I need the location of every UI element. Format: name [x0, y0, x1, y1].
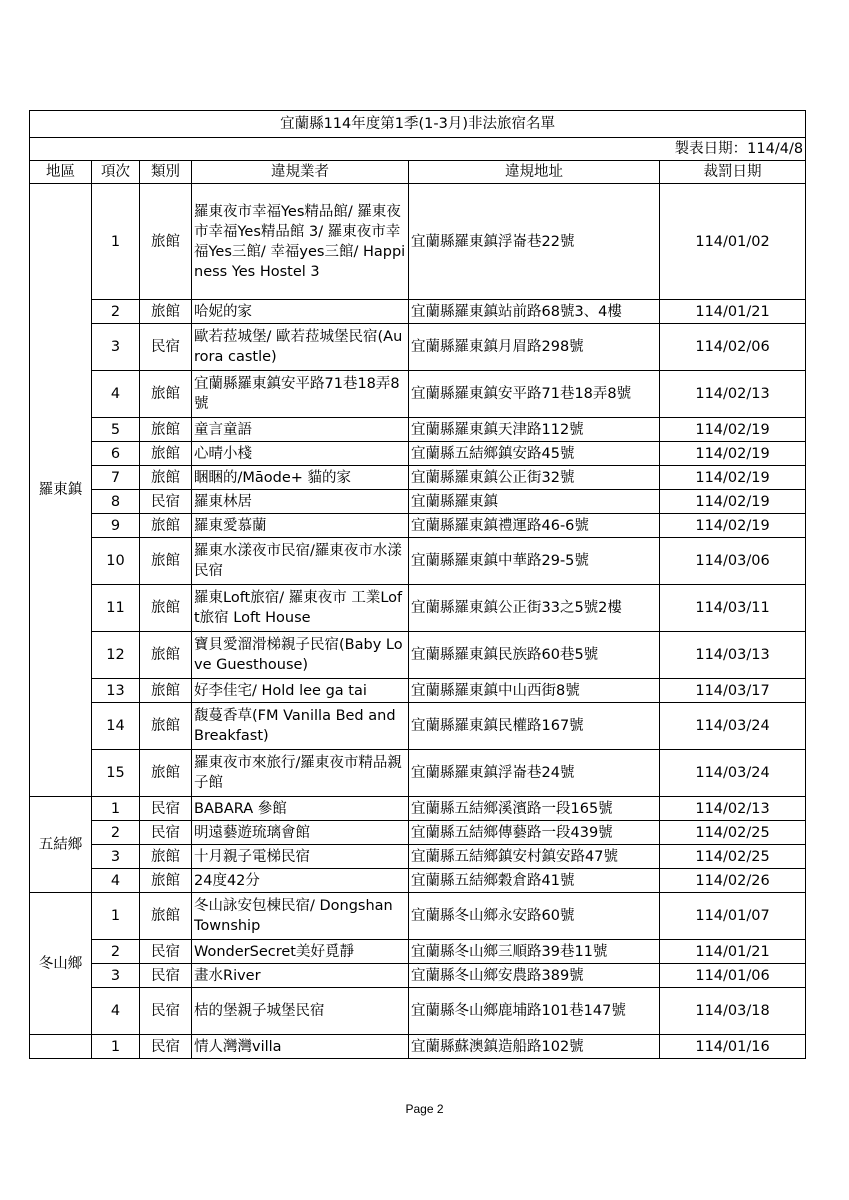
report-date-row — [30, 138, 806, 161]
region-cell: 五結鄉 — [30, 797, 92, 893]
table-row — [30, 679, 806, 703]
header-row — [30, 161, 806, 184]
table-row — [30, 585, 806, 632]
address-cell: 宜蘭縣五結鄉溪濱路一段165號 — [409, 797, 660, 821]
type-cell: 民宿 — [140, 490, 192, 514]
item-no-cell: 3 — [92, 324, 140, 371]
table-row — [30, 893, 806, 940]
table-row — [30, 300, 806, 324]
type-cell: 旅館 — [140, 184, 192, 300]
operator-cell: 十月親子電梯民宿 — [192, 845, 409, 869]
operator-cell: 宜蘭縣羅東鎮安平路71巷18弄8號 — [192, 371, 409, 418]
table-row — [30, 821, 806, 845]
page-footer: Page 2 — [405, 1102, 444, 1116]
penalty-date-cell: 114/01/02 — [660, 184, 806, 300]
type-cell: 民宿 — [140, 964, 192, 988]
item-no-cell: 1 — [92, 1035, 140, 1059]
penalty-date-cell: 114/03/18 — [660, 988, 806, 1035]
item-no-cell: 5 — [92, 418, 140, 442]
type-cell: 旅館 — [140, 845, 192, 869]
operator-cell: 童言童語 — [192, 418, 409, 442]
penalty-date-cell: 114/01/21 — [660, 940, 806, 964]
penalty-date-cell: 114/01/06 — [660, 964, 806, 988]
table-row — [30, 490, 806, 514]
penalty-date-cell: 114/02/13 — [660, 797, 806, 821]
address-cell: 宜蘭縣羅東鎮禮運路46-6號 — [409, 514, 660, 538]
address-cell: 宜蘭縣羅東鎮民族路60巷5號 — [409, 632, 660, 679]
table-row — [30, 1035, 806, 1059]
type-cell: 旅館 — [140, 371, 192, 418]
type-cell: 旅館 — [140, 632, 192, 679]
item-no-cell: 14 — [92, 703, 140, 750]
type-cell: 民宿 — [140, 797, 192, 821]
region-cell: 冬山鄉 — [30, 893, 92, 1035]
penalty-date-cell: 114/01/07 — [660, 893, 806, 940]
table-title: 宜蘭縣114年度第1季(1-3月)非法旅宿名單 — [30, 111, 806, 138]
address-cell: 宜蘭縣五結鄉鎮安村鎮安路47號 — [409, 845, 660, 869]
penalty-date-cell: 114/02/19 — [660, 466, 806, 490]
item-no-cell: 2 — [92, 821, 140, 845]
report-date: 製表日期：114/4/8 — [30, 138, 806, 161]
address-cell: 宜蘭縣羅東鎮中華路29-5號 — [409, 538, 660, 585]
operator-cell: 情人灣灣villa — [192, 1035, 409, 1059]
item-no-cell: 1 — [92, 184, 140, 300]
address-cell: 宜蘭縣羅東鎮安平路71巷18弄8號 — [409, 371, 660, 418]
type-cell: 旅館 — [140, 703, 192, 750]
operator-cell: 羅東夜市來旅行/羅東夜市精品親子館 — [192, 750, 409, 797]
item-no-cell: 15 — [92, 750, 140, 797]
table-row — [30, 371, 806, 418]
type-cell: 民宿 — [140, 1035, 192, 1059]
header-operator: 違規業者 — [192, 161, 409, 184]
penalty-date-cell: 114/02/13 — [660, 371, 806, 418]
address-cell: 宜蘭縣蘇澳鎮造船路102號 — [409, 1035, 660, 1059]
item-no-cell: 6 — [92, 442, 140, 466]
item-no-cell: 12 — [92, 632, 140, 679]
item-no-cell: 4 — [92, 869, 140, 893]
table-row — [30, 538, 806, 585]
region-cell — [30, 1035, 92, 1059]
penalty-date-cell: 114/03/06 — [660, 538, 806, 585]
operator-cell: 羅東Loft旅宿/ 羅東夜市 工業Loft旅宿 Loft House — [192, 585, 409, 632]
operator-cell: 冬山詠安包棟民宿/ Dongshan Township — [192, 893, 409, 940]
operator-cell: 羅東水漾夜市民宿/羅東夜市水漾民宿 — [192, 538, 409, 585]
item-no-cell: 4 — [92, 371, 140, 418]
table-row — [30, 750, 806, 797]
operator-cell: 羅東夜市幸福Yes精品館/ 羅東夜市幸福Yes精品館 3/ 羅東夜市幸福Yes三館/ 幸福yes三館/ Happiness Yes Hostel 3 — [192, 184, 409, 300]
address-cell: 宜蘭縣冬山鄉鹿埔路101巷147號 — [409, 988, 660, 1035]
operator-cell: 馥蔓香草(FM Vanilla Bed and Breakfast) — [192, 703, 409, 750]
penalty-date-cell: 114/02/19 — [660, 418, 806, 442]
item-no-cell: 11 — [92, 585, 140, 632]
address-cell: 宜蘭縣羅東鎮天津路112號 — [409, 418, 660, 442]
type-cell: 民宿 — [140, 324, 192, 371]
type-cell: 旅館 — [140, 750, 192, 797]
type-cell: 旅館 — [140, 442, 192, 466]
operator-cell: 24度42分 — [192, 869, 409, 893]
penalty-date-cell: 114/02/25 — [660, 821, 806, 845]
type-cell: 旅館 — [140, 585, 192, 632]
penalty-date-cell: 114/03/17 — [660, 679, 806, 703]
header-region: 地區 — [30, 161, 92, 184]
type-cell: 旅館 — [140, 514, 192, 538]
item-no-cell: 3 — [92, 964, 140, 988]
address-cell: 宜蘭縣羅東鎮民權路167號 — [409, 703, 660, 750]
operator-cell: 歐若菈城堡/ 歐若菈城堡民宿(Aurora castle) — [192, 324, 409, 371]
table-row — [30, 988, 806, 1035]
address-cell: 宜蘭縣羅東鎮公正街32號 — [409, 466, 660, 490]
type-cell: 旅館 — [140, 418, 192, 442]
table-row — [30, 514, 806, 538]
operator-cell: 桔的堡親子城堡民宿 — [192, 988, 409, 1035]
address-cell: 宜蘭縣羅東鎮站前路68號3、4樓 — [409, 300, 660, 324]
type-cell: 旅館 — [140, 300, 192, 324]
type-cell: 旅館 — [140, 538, 192, 585]
header-penalty-date: 裁罰日期 — [660, 161, 806, 184]
type-cell: 旅館 — [140, 679, 192, 703]
type-cell: 民宿 — [140, 821, 192, 845]
item-no-cell: 13 — [92, 679, 140, 703]
penalty-date-cell: 114/01/16 — [660, 1035, 806, 1059]
table-row — [30, 703, 806, 750]
table-row — [30, 632, 806, 679]
operator-cell: 明遠藝遊琉璃會館 — [192, 821, 409, 845]
address-cell: 宜蘭縣五結鄉穀倉路41號 — [409, 869, 660, 893]
operator-cell: BABARA 參館 — [192, 797, 409, 821]
table-row — [30, 418, 806, 442]
penalty-date-cell: 114/03/24 — [660, 750, 806, 797]
operator-cell: 心晴小棧 — [192, 442, 409, 466]
table-row — [30, 797, 806, 821]
item-no-cell: 9 — [92, 514, 140, 538]
header-item-no: 項次 — [92, 161, 140, 184]
type-cell: 旅館 — [140, 869, 192, 893]
item-no-cell: 1 — [92, 893, 140, 940]
penalty-date-cell: 114/02/19 — [660, 490, 806, 514]
penalty-date-cell: 114/03/11 — [660, 585, 806, 632]
address-cell: 宜蘭縣冬山鄉安農路389號 — [409, 964, 660, 988]
item-no-cell: 3 — [92, 845, 140, 869]
penalty-date-cell: 114/02/26 — [660, 869, 806, 893]
item-no-cell: 2 — [92, 940, 140, 964]
table-row — [30, 324, 806, 371]
operator-cell: 寶貝愛溜滑梯親子民宿(Baby Love Guesthouse) — [192, 632, 409, 679]
header-type: 類別 — [140, 161, 192, 184]
item-no-cell: 1 — [92, 797, 140, 821]
penalty-date-cell: 114/02/06 — [660, 324, 806, 371]
item-no-cell: 4 — [92, 988, 140, 1035]
address-cell: 宜蘭縣冬山鄉三順路39巷11號 — [409, 940, 660, 964]
address-cell: 宜蘭縣羅東鎮中山西街8號 — [409, 679, 660, 703]
item-no-cell: 10 — [92, 538, 140, 585]
address-cell: 宜蘭縣羅東鎮浮崙巷24號 — [409, 750, 660, 797]
operator-cell: 好李佳宅/ Hold lee ga tai — [192, 679, 409, 703]
illegal-lodging-table — [29, 110, 806, 1059]
table-row — [30, 442, 806, 466]
operator-cell: 羅東林居 — [192, 490, 409, 514]
operator-cell: 哈妮的家 — [192, 300, 409, 324]
header-address: 違規地址 — [409, 161, 660, 184]
address-cell: 宜蘭縣冬山鄉永安路60號 — [409, 893, 660, 940]
table-row — [30, 466, 806, 490]
address-cell: 宜蘭縣羅東鎮公正街33之5號2樓 — [409, 585, 660, 632]
address-cell: 宜蘭縣羅東鎮月眉路298號 — [409, 324, 660, 371]
penalty-date-cell: 114/01/21 — [660, 300, 806, 324]
type-cell: 旅館 — [140, 466, 192, 490]
type-cell: 旅館 — [140, 893, 192, 940]
penalty-date-cell: 114/02/25 — [660, 845, 806, 869]
address-cell: 宜蘭縣五結鄉鎮安路45號 — [409, 442, 660, 466]
table-row — [30, 940, 806, 964]
item-no-cell: 7 — [92, 466, 140, 490]
operator-cell: 畫水River — [192, 964, 409, 988]
address-cell: 宜蘭縣羅東鎮 — [409, 490, 660, 514]
penalty-date-cell: 114/03/24 — [660, 703, 806, 750]
address-cell: 宜蘭縣羅東鎮浮崙巷22號 — [409, 184, 660, 300]
title-row — [30, 111, 806, 138]
operator-cell: 睏睏的/Māode+ 貓的家 — [192, 466, 409, 490]
penalty-date-cell: 114/02/19 — [660, 442, 806, 466]
region-cell: 羅東鎮 — [30, 184, 92, 797]
table-row — [30, 184, 806, 300]
penalty-date-cell: 114/03/13 — [660, 632, 806, 679]
operator-cell: 羅東愛慕蘭 — [192, 514, 409, 538]
item-no-cell: 2 — [92, 300, 140, 324]
type-cell: 民宿 — [140, 988, 192, 1035]
type-cell: 民宿 — [140, 940, 192, 964]
penalty-date-cell: 114/02/19 — [660, 514, 806, 538]
table-row — [30, 845, 806, 869]
table-row — [30, 964, 806, 988]
table-row — [30, 869, 806, 893]
operator-cell: WonderSecret美好覓靜 — [192, 940, 409, 964]
address-cell: 宜蘭縣五結鄉傳藝路一段439號 — [409, 821, 660, 845]
item-no-cell: 8 — [92, 490, 140, 514]
